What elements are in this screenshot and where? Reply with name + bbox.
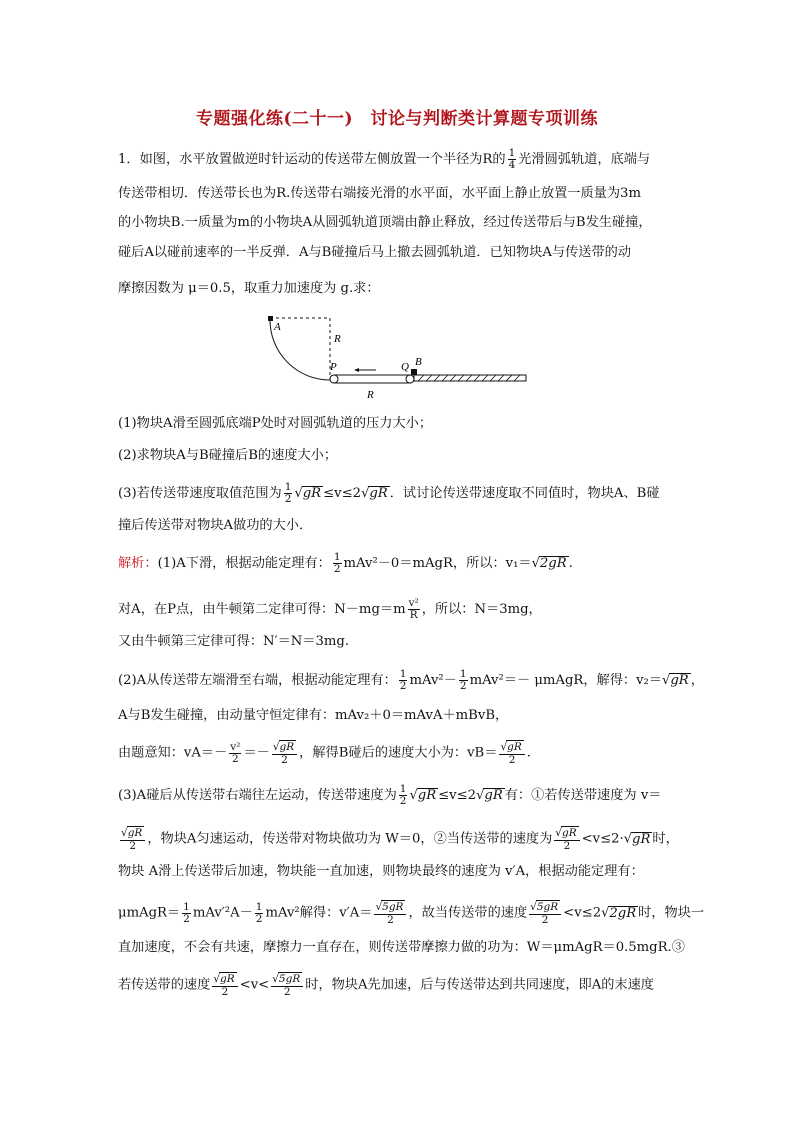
label-a: A [274, 321, 281, 333]
solution-line-10: μmAgR＝ $\frac{1}{2}$ mAv′²A－ $\frac{1}{2}$ mAv²解得：v′A＝ $\frac{√5gR}{2}$ ，故当传送带的速度 $\frac{√5gR}{2}$ <v≤2√2gR 时，物块一 [118, 900, 705, 926]
problem-text-1b: 光滑圆弧轨道，底端与 [518, 152, 651, 167]
solution-line-6: 由题意知：vA＝－ $\frac{\text{v²}}{2}$ ＝－ $\frac{√gR}{2}$ ，解得B碰后的速度大小为：vB＝ $\frac{√gR}{2}$ . [118, 740, 531, 766]
label-r-vertical: R [334, 333, 341, 345]
problem-line-5: 摩擦因数为 μ＝0.5，取重力加速度为 g.求： [118, 281, 380, 296]
question-3: (3)若传送带速度取值范围为 $\frac{1}{2}$ √gR ≤v≤2√gR ．试讨论传送带速度取不同值时，物块A、B碰 [118, 481, 660, 505]
solution-line-5: A与B发生碰撞，由动量守恒定律有：mAv₂＋0＝mAvA＋mBvB， [118, 708, 509, 723]
solution-line-3: 又由牛顿第三定律可得：N′＝N＝3mg. [118, 634, 350, 649]
solution-label: 解析： [118, 556, 158, 571]
plane-hatching [418, 375, 520, 381]
label-r-bottom: R [367, 389, 374, 401]
question-2: (2)求物块A与B碰撞后B的速度大小； [118, 448, 338, 463]
belt-direction-arrowhead [354, 368, 359, 372]
solution-line-11: 直加速度，不会有共速，摩擦力一直存在，则传送带摩擦力做的功为：W＝μmAgR＝0.5mgR.③ [118, 940, 685, 955]
problem-line-2: 传送带相切．传送带长也为R.传送带右端接光滑的水平面，水平面上静止放置一质量为3m [118, 186, 641, 201]
problem-text-1: 如图，水平放置做逆时针运动的传送带左侧放置一个半径为R的 [139, 152, 506, 167]
block-b-marker [411, 369, 417, 375]
label-p: P [330, 361, 337, 373]
solution-line-1: 解析：(1)A下滑，根据动能定理有： $\frac{1}{2}$ mAv²－0＝mAgR，所以：v₁＝√2gR . [118, 551, 573, 575]
pulley-left [330, 375, 338, 383]
solution-line-7: (3)A碰后从传送带右端往左运动，传送带速度为 $\frac{1}{2}$ √gR ≤v≤2√gR 有：①若传送带速度为 v＝ [118, 783, 662, 807]
solution-line-4: (2)A从传送带左端滑至右端，根据动能定理有： $\frac{1}{2}$ mAv²－ $\frac{1}{2}$ mAv²＝－ μmAgR，解得：v₂＝√gR ， [118, 668, 704, 692]
label-q: Q [401, 361, 409, 373]
problem-number: 1． [118, 152, 140, 167]
solution-line-8: $\frac{√gR}{2}$ ，物块A匀速运动，传送带对物块做功为 W＝0，②当传送带的速度为 $\frac{√gR}{2}$ <v≤2·√gR 时， [121, 827, 679, 852]
block-a-marker [268, 316, 273, 321]
solution-line-12: 若传送带的速度 $\frac{√gR}{2}$ <v< $\frac{√5gR}{2}$ 时，物块A先加速，后与传送带达到共同速度，即A的末速度 [118, 973, 654, 998]
question-3-cont: 撞后传送带对物块A做功的大小． [118, 518, 313, 533]
solution-line-9: 物块 A滑上传送带后加速，物块能一直加速，则物块最终的速度为 v′A，根据动能定理有： [118, 864, 644, 879]
physics-figure [0, 0, 794, 420]
problem-line-4: 碰后A以碰前速率的一半反弹．A与B碰撞后马上撤去圆弧轨道．已知物块A与传送带的动 [118, 245, 632, 260]
quarter-fraction: $\frac{1}{4}$ [508, 147, 516, 171]
problem-line-3: 的小物块B.一质量为m的小物块A从圆弧轨道顶端由静止释放，经过传送带后与B发生碰撞， [118, 215, 652, 230]
solution-line-2: 对A，在P点，由牛顿第二定律可得：N－mg＝m $\frac{\text{v²}}{R}$ ，所以：N＝3mg， [118, 597, 542, 621]
conveyor-belt [330, 375, 414, 383]
pulley-right [406, 375, 414, 383]
label-b: B [415, 356, 422, 368]
page-title: 专题强化练(二十一) 讨论与判断类计算题专项训练 [195, 109, 599, 129]
question-1: (1)物块A滑至圆弧底端P处时对圆弧轨道的压力大小； [118, 416, 433, 431]
